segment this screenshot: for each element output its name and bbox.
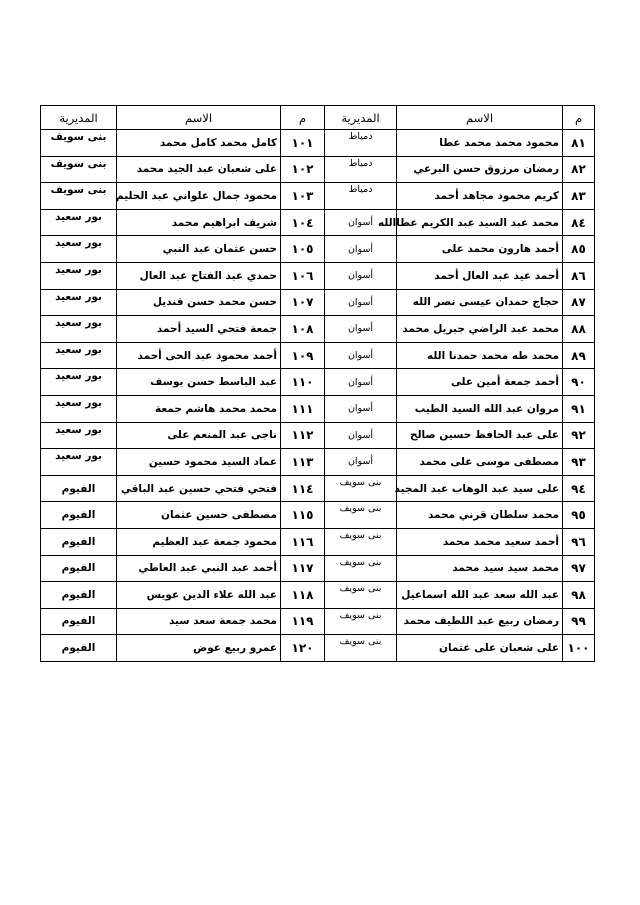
row-governorate-1: بنى سويف: [325, 475, 397, 502]
row-governorate-2: الفيوم: [41, 528, 117, 555]
row-governorate-1: أسوان: [325, 449, 397, 476]
row-name-2: عبد الله علاء الدين عويس: [117, 582, 281, 609]
row-name-2: على شعبان عبد الجيد محمد: [117, 156, 281, 183]
row-name-2: عبد الباسط حسن يوسف: [117, 369, 281, 396]
row-governorate-2: بور سعيد: [41, 395, 117, 422]
row-number-1: ٩٥: [563, 502, 595, 529]
table-row: [41, 608, 595, 635]
table-row: [41, 262, 595, 289]
row-name-2: حمدي عبد الفتاح عبد العال: [117, 262, 281, 289]
row-name-1: حجاج حمدان عيسى نصر الله: [397, 289, 563, 316]
row-number-2: ١٠٣: [281, 183, 325, 210]
row-number-1: ٩٢: [563, 422, 595, 449]
row-governorate-2: بور سعيد: [41, 209, 117, 236]
header-gov-1: المديرية: [325, 106, 397, 130]
row-number-2: ١٠٦: [281, 262, 325, 289]
row-number-1: ٨٢: [563, 156, 595, 183]
row-governorate-1: أسوان: [325, 395, 397, 422]
row-number-1: ١٠٠: [563, 635, 595, 662]
row-name-2: أحمد عبد النبي عبد العاطي: [117, 555, 281, 582]
table-body: [41, 130, 595, 662]
row-governorate-2: بور سعيد: [41, 236, 117, 263]
table-row: [41, 582, 595, 609]
row-number-2: ١١٠: [281, 369, 325, 396]
table-row: [41, 528, 595, 555]
row-governorate-2: بنى سويف: [41, 156, 117, 183]
names-table-container: [40, 105, 594, 662]
row-number-1: ٩٣: [563, 449, 595, 476]
row-governorate-1: أسوان: [325, 422, 397, 449]
row-governorate-1: أسوان: [325, 236, 397, 263]
header-name-2: الاسم: [117, 106, 281, 130]
row-governorate-1: بنى سويف: [325, 582, 397, 609]
row-name-1: رمضان ربيع عبد اللطيف محمد: [397, 608, 563, 635]
row-name-2: محمود جمعة عبد العظيم: [117, 528, 281, 555]
row-governorate-1: أسوان: [325, 289, 397, 316]
row-name-1: محمد عبد السيد عبد الكريم عطاالله: [397, 209, 563, 236]
row-number-1: ٩٧: [563, 555, 595, 582]
row-name-1: أحمد سعيد محمد محمد: [397, 528, 563, 555]
row-number-2: ١١٢: [281, 422, 325, 449]
row-name-1: مصطفى موسى على محمد: [397, 449, 563, 476]
header-row: [41, 106, 595, 130]
row-number-2: ١١٨: [281, 582, 325, 609]
row-name-1: مروان عبد الله السيد الطيب: [397, 395, 563, 422]
row-name-1: أحمد جمعة أمين على: [397, 369, 563, 396]
row-number-2: ١١٥: [281, 502, 325, 529]
table-row: [41, 449, 595, 476]
table-row: [41, 130, 595, 157]
row-number-2: ١١٩: [281, 608, 325, 635]
row-name-1: على شعبان على عثمان: [397, 635, 563, 662]
row-name-2: كامل محمد كامل محمد: [117, 130, 281, 157]
row-name-2: محمد جمعة سعد سيد: [117, 608, 281, 635]
row-governorate-1: دمياط: [325, 130, 397, 157]
row-governorate-1: أسوان: [325, 342, 397, 369]
row-number-2: ١٢٠: [281, 635, 325, 662]
table-row: [41, 395, 595, 422]
row-name-2: شريف ابراهيم محمد: [117, 209, 281, 236]
row-number-2: ١١٧: [281, 555, 325, 582]
row-name-2: جمعة فتحي السيد أحمد: [117, 316, 281, 343]
row-number-1: ٩٨: [563, 582, 595, 609]
table-row: [41, 502, 595, 529]
row-governorate-2: بور سعيد: [41, 316, 117, 343]
header-m-1: م: [563, 106, 595, 130]
table-row: [41, 555, 595, 582]
row-governorate-2: بنى سويف: [41, 130, 117, 157]
table-row: [41, 183, 595, 210]
row-name-2: حسن محمد حسن قنديل: [117, 289, 281, 316]
row-governorate-2: الفيوم: [41, 582, 117, 609]
table-row: [41, 369, 595, 396]
row-governorate-1: أسوان: [325, 262, 397, 289]
table-row: [41, 422, 595, 449]
row-name-1: على سيد عبد الوهاب عبد المجيد: [397, 475, 563, 502]
row-name-1: محمود محمد محمد عطا: [397, 130, 563, 157]
header-m-2: م: [281, 106, 325, 130]
row-governorate-1: دمياط: [325, 183, 397, 210]
names-table: [40, 105, 595, 662]
row-governorate-2: بور سعيد: [41, 342, 117, 369]
row-governorate-1: بنى سويف: [325, 528, 397, 555]
row-governorate-2: الفيوم: [41, 608, 117, 635]
row-name-2: حسن عثمان عبد النبي: [117, 236, 281, 263]
row-name-2: أحمد محمود عبد الحى أحمد: [117, 342, 281, 369]
table-row: [41, 209, 595, 236]
row-number-2: ١٠٧: [281, 289, 325, 316]
row-number-2: ١٠٨: [281, 316, 325, 343]
header-gov-2: المديرية: [41, 106, 117, 130]
row-governorate-1: أسوان: [325, 369, 397, 396]
row-name-2: فتحي فتحي حسين عبد الباقي: [117, 475, 281, 502]
row-number-2: ١٠٢: [281, 156, 325, 183]
row-governorate-1: أسوان: [325, 316, 397, 343]
row-number-2: ١١١: [281, 395, 325, 422]
row-number-1: ٩١: [563, 395, 595, 422]
row-name-1: أحمد هارون محمد على: [397, 236, 563, 263]
row-governorate-1: بنى سويف: [325, 635, 397, 662]
table-row: [41, 156, 595, 183]
row-name-2: عمرو ربيع عوض: [117, 635, 281, 662]
row-name-1: محمد سيد سيد محمد: [397, 555, 563, 582]
row-name-2: محمد محمد هاشم جمعة: [117, 395, 281, 422]
row-number-2: ١١٤: [281, 475, 325, 502]
row-number-2: ١٠١: [281, 130, 325, 157]
row-governorate-1: بنى سويف: [325, 608, 397, 635]
row-governorate-2: بور سعيد: [41, 422, 117, 449]
row-governorate-2: الفيوم: [41, 635, 117, 662]
row-name-1: محمد عبد الراضي جبريل محمد: [397, 316, 563, 343]
row-governorate-2: الفيوم: [41, 475, 117, 502]
table-row: [41, 342, 595, 369]
row-name-1: عبد الله سعد عبد الله اسماعيل: [397, 582, 563, 609]
row-governorate-2: بور سعيد: [41, 449, 117, 476]
table-row: [41, 289, 595, 316]
row-name-1: محمد طه محمد حمدنا الله: [397, 342, 563, 369]
row-number-1: ٨٥: [563, 236, 595, 263]
row-number-2: ١١٦: [281, 528, 325, 555]
row-number-1: ٩٦: [563, 528, 595, 555]
row-name-1: محمد سلطان قرني محمد: [397, 502, 563, 529]
row-name-1: على عبد الحافظ حسين صالح: [397, 422, 563, 449]
row-number-2: ١١٣: [281, 449, 325, 476]
table-row: [41, 635, 595, 662]
row-governorate-2: بنى سويف: [41, 183, 117, 210]
row-governorate-1: بنى سويف: [325, 502, 397, 529]
row-name-1: أحمد عيد عبد العال أحمد: [397, 262, 563, 289]
header-name-1: الاسم: [397, 106, 563, 130]
row-governorate-2: الفيوم: [41, 502, 117, 529]
row-number-1: ٩٤: [563, 475, 595, 502]
table-row: [41, 316, 595, 343]
row-number-2: ١٠٩: [281, 342, 325, 369]
row-number-1: ٨١: [563, 130, 595, 157]
row-number-1: ٩٠: [563, 369, 595, 396]
row-name-2: محمود جمال علواني عبد الحليم: [117, 183, 281, 210]
row-number-2: ١٠٥: [281, 236, 325, 263]
row-name-2: ناجى عبد المنعم على: [117, 422, 281, 449]
row-number-1: ٨٦: [563, 262, 595, 289]
table-row: [41, 236, 595, 263]
row-governorate-1: بنى سويف: [325, 555, 397, 582]
row-governorate-2: الفيوم: [41, 555, 117, 582]
row-governorate-1: دمياط: [325, 156, 397, 183]
row-number-2: ١٠٤: [281, 209, 325, 236]
row-name-1: كريم محمود مجاهد أحمد: [397, 183, 563, 210]
row-name-2: مصطفى حسين عثمان: [117, 502, 281, 529]
row-name-2: عماد السيد محمود حسين: [117, 449, 281, 476]
table-row: [41, 475, 595, 502]
row-number-1: ٨٩: [563, 342, 595, 369]
row-number-1: ٨٣: [563, 183, 595, 210]
row-name-1: رمضان مرزوق حسن البرعي: [397, 156, 563, 183]
row-number-1: ٨٤: [563, 209, 595, 236]
row-governorate-2: بور سعيد: [41, 289, 117, 316]
row-governorate-1: أسوان: [325, 209, 397, 236]
row-number-1: ٨٧: [563, 289, 595, 316]
row-number-1: ٨٨: [563, 316, 595, 343]
row-governorate-2: بور سعيد: [41, 369, 117, 396]
row-number-1: ٩٩: [563, 608, 595, 635]
row-governorate-2: بور سعيد: [41, 262, 117, 289]
